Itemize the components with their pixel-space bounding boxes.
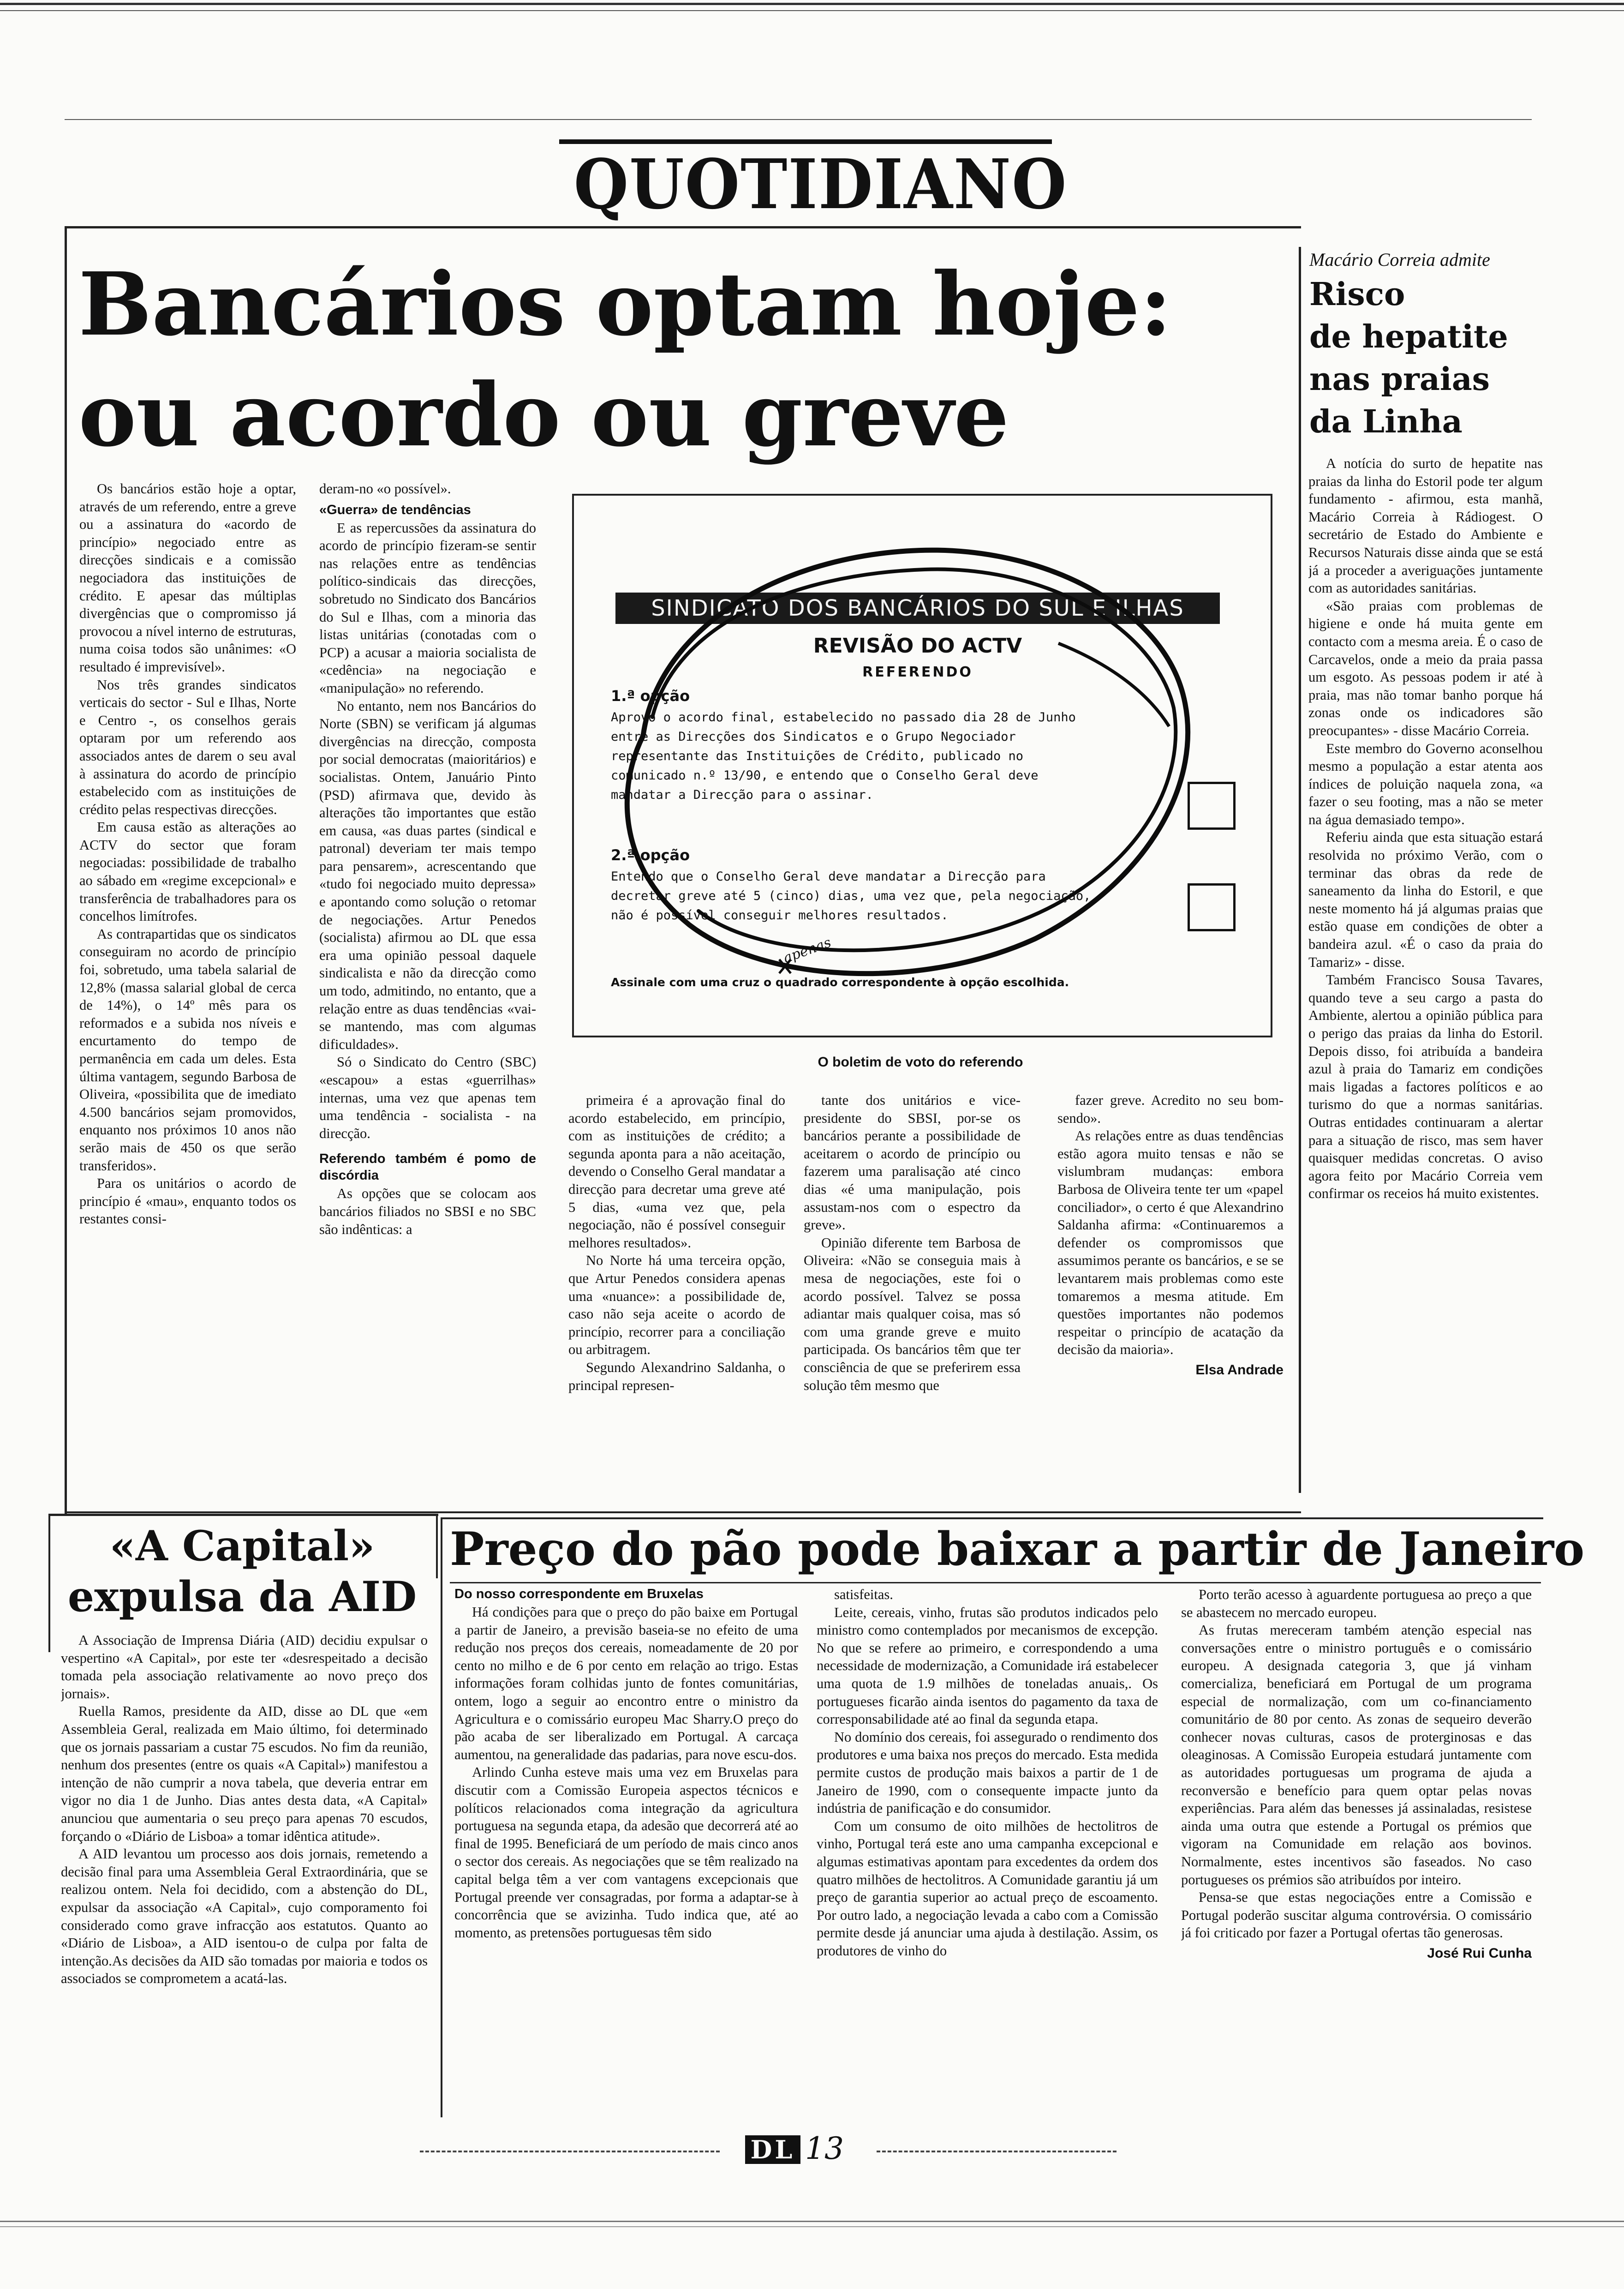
footer-dashed-right bbox=[877, 2151, 1116, 2152]
capital-box-top bbox=[48, 1514, 438, 1516]
paragraph: No entanto, nem nos Bancários do Norte (SBN) se verificam já algumas divergências na direcção, composta por social democratas (maioritários) e socialistas. Ontem, Januário Pinto (PSD) afirmava que, devido às alterações tão importantes que estão em causa, «as duas partes (sindical e patronal) deveriam ter mais tempo para pensarem», acrescentando que «tudo foi negociado muito depressa» e apontando como solução o retomar de negociações. Artur Penedos (socialista) afirmou ao DL que essa era uma opinião pessoal daquele sindicalista e não da direcção como um todo, admitindo, no entanto, que a relação entre as duas tendências «vai-se mantendo, mas com algumas dificuldades». bbox=[319, 698, 536, 1052]
main-story-col2 bbox=[319, 480, 536, 1491]
ballot-option1-line: Aprovo o acordo final, estabelecido no passado dia 28 de Junho bbox=[611, 710, 1076, 725]
paragraph: tante dos unitários e vice-presidente do SBSI, por-se os bancários perante a possibilidade de aceitarem o acordo de princípio ou fazerem uma paralisação até cinco dias «é uma manipulação, pois assustam-nos com o espectro da greve». bbox=[804, 1092, 1021, 1233]
footer-dashed-left bbox=[420, 2151, 720, 2152]
main-story-col1-text bbox=[79, 480, 296, 1228]
pao-headline: Preço do pão pode baixar a partir de Janeiro bbox=[450, 1522, 1585, 1576]
paragraph: As frutas mereceram também atenção especial nas conversações entre o ministro português e o comissário europeu. A designada categoria 3, que já vinham comercializa, beneficiará em Portugal de um programa especial de normalização, com um co-financiamento comunitário de 80 por cento. As zonas de sequeiro deverão conhecer novas culturas, casos de proterginosas e das oleaginosas. A Comissão Europeia estudará juntamente com as autoridades portuguesas um programa de ajuda a reconversão e benefício para quem optar pelas novas experiências. Para além das benesses já assinaladas, resistese ainda uma outra que estende a Portugal os prémios que vigoram na Comunidade em relação aos bovinos. Normalmente, estes incentivos são faseados. No caso portugueses os prémios são atribuídos por inteiro. bbox=[1181, 1622, 1532, 1888]
pao-headline-underline bbox=[450, 1582, 1541, 1583]
ballot-figure bbox=[572, 494, 1272, 1037]
ballot-option2-label: 2.ª opção bbox=[611, 846, 690, 864]
paragraph: Arlindo Cunha esteve mais uma vez em Bruxelas para discutir com a Comissão Europeia aspectos técnicos e políticos relacionados coma integração da agricultura portuguesa na segunda etapa, da adesão que decorrerá até ao final de 1995. Beneficiará de um período de mais cinco anos o sector dos cereais. As negociações que se têm realizado na capital belga têm a ver com vantagens excepcionais que Portugal preende ver consagradas, por forma a adaptar-se à concorrência que se avizinha. Tudo indica que, até ao momento, as pretensões portuguesas têm sido bbox=[454, 1764, 798, 1941]
pao-col1-text bbox=[454, 1603, 798, 1941]
main-box-top bbox=[65, 226, 1301, 228]
main-story-col3 bbox=[568, 1091, 785, 1498]
ballot-option1-label: 1.ª opção bbox=[611, 687, 690, 705]
bottom-scan-rule-2 bbox=[0, 2226, 1624, 2227]
main-story-col2-text bbox=[319, 519, 536, 1143]
paragraph: No domínio dos cereais, foi assegurado o rendimento dos produtores e uma baixa nos preços do mercado. Esta medida permite custos de produção mais baixos a partir de 1 de Janeiro de 1990, com o consequente impacte junto da indústria de panificação e do consumidor. bbox=[817, 1729, 1158, 1816]
pao-byline: José Rui Cunha bbox=[1427, 1945, 1532, 1961]
side-story-paragraphs bbox=[1308, 455, 1543, 1203]
main-story-col4-text bbox=[804, 1091, 1021, 1394]
capital-headline-line2: expulsa da AID bbox=[67, 1572, 417, 1621]
section-title: QUOTIDIANO bbox=[573, 144, 1068, 224]
pao-correspondent-subhead: Do nosso correspondente em Bruxelas bbox=[454, 1587, 704, 1601]
paragraph: As contrapartidas que os sindicatos conseguiram no acordo de princípio foi, sobretudo, uma tabela salarial de 12,8% (massa salarial global de cerca de 14%), o 14º mês para os reformados e a subida nos níveis e encurtamento do tempo de permanência em cada um deles. Esta última vantagem, segundo Barbosa de Oliveira, «possibilita que de imediato 4.500 bancários sejam promovidos, enquanto nos próximos 10 anos não serão mais de 450 os que serão transferidos». bbox=[79, 926, 296, 1174]
main-story-col1 bbox=[79, 480, 296, 1491]
ballot-handdrawn-scribble bbox=[574, 496, 1271, 1036]
top-scan-rule-2 bbox=[0, 10, 1624, 11]
ballot-option2-line: não é possível conseguir melhores resultados. bbox=[611, 908, 949, 923]
ballot-option2-line: decretar greve até 5 (cinco) dias, uma vez que, pela negociação, bbox=[611, 889, 1091, 903]
top-scan-rule bbox=[0, 3, 1624, 5]
side-story-text bbox=[1308, 455, 1543, 1493]
paragraph: Segundo Alexandrino Saldanha, o principal represen- bbox=[568, 1359, 785, 1393]
main-headline bbox=[78, 249, 1278, 471]
main-story-col2-lead: deram-no «o possível». bbox=[319, 481, 451, 497]
paragraph: A Associação de Imprensa Diária (AID) decidiu expulsar o vespertino «A Capital», por este ter «desrespeitado a decisão tomada pela associação relativamente ao novo preço dos jornais». bbox=[61, 1632, 428, 1702]
paragraph: No Norte há uma terceira opção, que Artur Penedos considera apenas uma «nuance»: a possibilidade de, caso não seja aceite o acordo de princípio, recorrer para a conciliação ou arbitragem. bbox=[568, 1252, 785, 1358]
main-headline-line1: Bancários optam hoje: bbox=[78, 253, 1172, 355]
main-story-col2-tail: As opções que se colocam aos bancários filiados no SBSI e no SBC são indênticas: a bbox=[319, 1186, 536, 1237]
ballot-header: SINDICATO DOS BANCÁRIOS DO SUL E ILHAS bbox=[615, 593, 1220, 624]
pao-col2-text bbox=[817, 1586, 1158, 1959]
paragraph: Também Francisco Sousa Tavares, quando teve a seu cargo a pasta do Ambiente, alertou a opinião pública para o perigo das praias da linha do Estoril. Depois disso, foi atribuída a bandeira azul à praia do Tamariz em condições mais ligadas a factores políticos e ao turismo do que a normas sanitárias. Outras entidades continuaram a alertar para a situação de risco, mas sem haver quaisquer medidas concretas. O aviso agora feito por Macário Correia vem confirmar os receios há muito existentes. bbox=[1308, 972, 1543, 1202]
paragraph: As relações entre as duas tendências estão agora muito tensas e não se vislumbram mudanças: embora Barbosa de Oliveira tente ter um «papel conciliador», o certo é que Alexandrino Saldanha afirma: «Continuaremos a defender os compromissos que assumimos perante os bancários, e se se levantarem mais problemas como este tomaremos a mesma atitude. Em questões importantes não podemos respeitar o princípio de acatação da decisão da maioria». bbox=[1057, 1128, 1284, 1358]
side-headline-line: de hepatite bbox=[1309, 318, 1508, 355]
main-headline-line2: ou acordo ou greve bbox=[78, 364, 1009, 466]
paragraph: satisfeitas. bbox=[834, 1587, 893, 1602]
main-story-col3-text bbox=[568, 1091, 785, 1394]
ballot-option1-line: representante das Instituições de Crédito, publicado no bbox=[611, 749, 1024, 763]
paragraph: Este membro do Governo aconselhou mesmo a população a estar atenta aos índices de poluição naquela zona, «a fazer o seu footing, mas a não se meter na água demasiado tempo». bbox=[1308, 740, 1543, 827]
pao-box-left bbox=[441, 1517, 442, 2117]
paragraph: Pensa-se que estas negociações entre a Comissão e Portugal poderão suscitar alguma controvérsia. O comissário já foi criticado por fazer a Portugal ofertas tão generosas. bbox=[1181, 1889, 1532, 1941]
scribble-inner-loop bbox=[652, 569, 1176, 950]
section-title-rule bbox=[559, 139, 1052, 144]
capital-box-right bbox=[436, 1514, 438, 1578]
capital-headline-line1: «A Capital» bbox=[109, 1522, 375, 1570]
scribble-arrow-to-box bbox=[1058, 643, 1169, 726]
pao-col3-text bbox=[1181, 1586, 1532, 1942]
main-box-right bbox=[1299, 247, 1301, 1493]
paragraph: fazer greve. Acredito no seu bom-sendo». bbox=[1057, 1092, 1284, 1126]
paragraph: E as repercussões da assinatura do acordo de princípio fizeram-se sentir nas relações entre as tendências político-sindicais das direcções, sobretudo no Sindicato dos Bancários do Sul e Ilhas, com a minoria das listas unitárias (conotadas com o PCP) a acusar a maioria socialista de «cedência» na negociação e «manipulação» no referendo. bbox=[319, 520, 536, 696]
referendo-subhead: Referendo também é pomo de discórdia bbox=[319, 1151, 536, 1183]
guerra-subhead: «Guerra» de tendências bbox=[319, 502, 471, 517]
capital-box-left bbox=[48, 1514, 50, 1652]
pao-col1 bbox=[454, 1586, 798, 2126]
page-number: 13 bbox=[805, 2131, 844, 2166]
bottom-scan-rule bbox=[0, 2221, 1624, 2222]
paragraph: Há condições para que o preço do pão baixe em Portugal a partir de Janeiro, a previsão baseia-se no efeito de uma redução nos preços dos cereais, nomeadamente de 20 por cento no milho e de 6 por cento em relação ao trigo. Estas informações foram colhidas junto de fontes comunitárias, ontem, logo a seguir ao encontro entre o ministro da Agricultura e o comissário europeu Mac Sharry.O preço do pão acaba de ser liberalizado em Portugal. A carcaça aumentou, na generalidade das padarias, para nove escu-dos. bbox=[454, 1604, 798, 1762]
side-headline-line: Risco bbox=[1309, 276, 1405, 313]
paragraph: A notícia do surto de hepatite nas praias da linha do Estoril pode ter algum fundamento - afirmou, esta manhã, Macário Correia à Rádiogest. O secretário de Estado do Ambiente e Recursos Naturais disse ainda que se está já a proceder a averiguações juntamente com as autoridades sanitárias. bbox=[1308, 455, 1543, 596]
header-hairline bbox=[65, 119, 1532, 120]
paragraph: A AID levantou um processo aos dois jornais, remetendo a decisão final para uma Assembleia Geral Extraordinária, que se realizou ontem. Nela foi decidido, com a abstenção do DL, expulsar da associação «A Capital», cujo comporamento foi considerado como grave infracção aos estatutos. Quanto ao «Diário de Lisboa», a AID isentou-o de culpa por falta de intenção.As decisões da AID são tomadas por maioria e todos os associados se comprometem a acatá-las. bbox=[61, 1846, 428, 1987]
ballot-title: REVISÃO DO ACTV bbox=[813, 634, 1022, 658]
paragraph: Para os unitários o acordo de princípio é «mau», enquanto todos os restantes consi- bbox=[79, 1175, 296, 1227]
main-story-col4 bbox=[804, 1091, 1021, 1498]
ballot-caption: O boletim de voto do referendo bbox=[818, 1055, 1023, 1070]
paragraph: Com um consumo de oito milhões de hectolitros de vinho, Portugal terá este ano uma campanha excepcional e algumas estimativas apontam para excedentes da ordem dos quatro milhões de hectolitros. A Comunidade garantiu já um preço de garantia superior ao actual preço de escoamento. Por outro lado, a negociação levada a cabo com a Comissão permite desde já anunciar uma ajuda à destilação. Assim, os produtores de vinho do bbox=[817, 1818, 1158, 1959]
side-story-headline bbox=[1309, 273, 1540, 443]
paragraph: Nos três grandes sindicatos verticais do sector - Sul e Ilhas, Norte e Centro -, os conselhos gerais optaram por um referendo aos associados antes de darem o seu aval à assinatura do acordo de princípio estabelecido com as instituições de crédito pelas respectivas direcções. bbox=[79, 677, 296, 817]
paragraph: «São praias com problemas de higiene e onde há muita gente em contacto com a mesma areia. É o caso de Carcavelos, onde a meio da praia passa um esgoto. As pessoas podem ir até à praia, mas não tomar banho porque há zonas onde os indicadores são preocupantes» - disse Macário Correia. bbox=[1308, 598, 1543, 738]
paragraph: Porto terão acesso à aguardente portuguesa ao preço a que se abastecem no mercado europeu. bbox=[1181, 1587, 1532, 1620]
scribble-outer-loop bbox=[627, 550, 1188, 974]
ballot-handwritten-note: apenas bbox=[781, 934, 834, 967]
paragraph: Ruella Ramos, presidente da AID, disse ao DL que «em Assembleia Geral, realizada em Maio último, foi determinado que os jornais passariam a custar 75 escudos. No fim da reunião, nenhum dos presentes (entre os quais «A Capital») manifestou a intenção de não cumprir a nova tabela, que deveria entrar em vigor no dia 1 de Junho. Dias antes desta data, «A Capital» anunciou que aumentaria o seu preço para apenas 70 escudos, forçando o «Diário de Lisboa» a tomar idêntica atitude». bbox=[61, 1703, 428, 1844]
ballot-option1-line: entre as Direcções dos Sindicatos e o Grupo Negociador bbox=[611, 730, 1016, 744]
main-story-byline: Elsa Andrade bbox=[1195, 1362, 1284, 1378]
dl-logo: DL bbox=[745, 2135, 800, 2164]
pao-col2 bbox=[817, 1586, 1158, 2126]
ballot-subtitle: REFERENDO bbox=[862, 664, 973, 680]
side-story-kicker: Macário Correia admite bbox=[1309, 249, 1490, 270]
paragraph: Leite, cereais, vinho, frutas são produtos indicados pelo ministro como contemplados por mecanismos de excepção. No que se refere ao primeiro, e correspondendo a uma necessidade de modernização, a Comunidade irá estabelecer uma quota de 1.9 milhões de toneladas anuais,. Os portugueses ficarão ainda isentos do pagamento da taxa de corresponsabilidade até ao final da segunda etapa. bbox=[817, 1604, 1158, 1727]
paragraph: primeira é a aprovação final do acordo estabelecido, em princípio, com as instituições de crédito; a segunda aponta para a não aceitação, devendo o Conselho Geral mandatar a direcção para decretar uma greve até 5 dias, «uma vez que, pela negociação, não é possível conseguir melhores resultados». bbox=[568, 1092, 785, 1251]
ballot-option1-line: comunicado n.º 13/90, e entendo que o Conselho Geral deve bbox=[611, 768, 1039, 783]
side-headline-line: da Linha bbox=[1309, 403, 1463, 440]
side-headline-line: nas praias bbox=[1309, 361, 1490, 398]
paragraph: Os bancários estão hoje a optar, através de um referendo, entre a greve ou a assinatura do «acordo de princípio» negociado entre as direcções sindicais e a comissão negociadora das instituições de crédito. E apesar das múltiplas divergências que o compromisso já provocou a nível interno de estruturas, numa coisa todos são unânimes: «O resultado é imprevisível». bbox=[79, 481, 296, 675]
paragraph: Referiu ainda que esta situação estará resolvida no próximo Verão, com o terminar das obras da rede de saneamento da linha do Estoril, e que neste momento há já algumas praias que estão quase em condições de obter a bandeira azul. «É o caso da praia do Tamariz» - disse. bbox=[1308, 829, 1543, 970]
paragraph: Só o Sindicato do Centro (SBC) «escapou» a estas «guerrilhas» internas, uma vez que apenas tem uma tendência - socialista - na direcção. bbox=[319, 1054, 536, 1141]
main-box-bottom bbox=[65, 1511, 1301, 1513]
main-story-col5 bbox=[1057, 1091, 1284, 1498]
capital-story-paragraphs bbox=[61, 1631, 428, 1988]
ballot-option2-line: Entendo que o Conselho Geral deve mandatar a Direcção para bbox=[611, 869, 1046, 884]
main-story-col5-text bbox=[1057, 1091, 1284, 1359]
pao-col3 bbox=[1181, 1586, 1532, 2126]
ballot-option1-line: mandatar a Direcção para o assinar. bbox=[611, 788, 873, 802]
paragraph: Opinião diferente tem Barbosa de Oliveira: «Não se conseguia mais à mesa de negociações, este foi o acordo possível. Talvez se possa adiantar mais qualquer coisa, mas só com uma grande greve e muito participada. Os bancários têm que ter consciência de que se preferirem essa solução têm mesmo que bbox=[804, 1234, 1021, 1393]
main-box-left bbox=[65, 226, 67, 1514]
paragraph: Em causa estão as alterações ao ACTV do sector que foram negociadas: possibilidade de trabalho ao sábado em «regime excepcional» e transferência de trabalhadores para os concelhos limítrofes. bbox=[79, 819, 296, 924]
capital-headline bbox=[55, 1521, 429, 1622]
ballot-instruction: Assinale com uma cruz o quadrado correspondente à opção escolhida. bbox=[611, 976, 1069, 989]
capital-story-text bbox=[61, 1631, 428, 2130]
